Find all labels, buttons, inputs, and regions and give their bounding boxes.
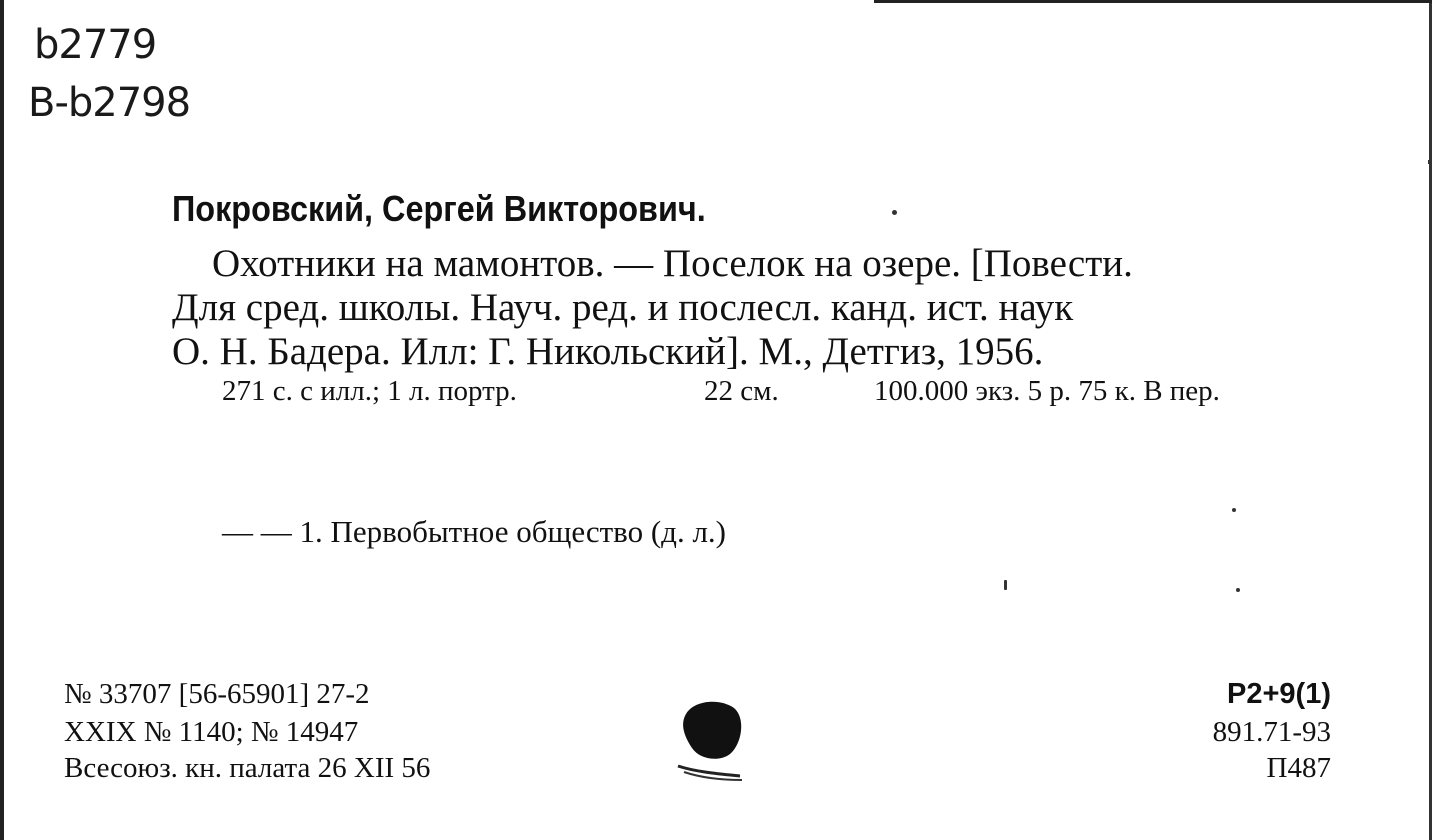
- title-line-1: Охотники на мамонтов. — Поселок на озере. [Повести.: [212, 242, 1133, 285]
- author-mark: П487: [1266, 752, 1331, 784]
- handwritten-number-2: B-b2798: [28, 80, 191, 126]
- print-run-price: 100.000 экз. 5 р. 75 к. В пер.: [874, 375, 1220, 407]
- ink-speck: [1428, 160, 1432, 164]
- pages-info: 271 с. с илл.; 1 л. портр.: [222, 375, 517, 407]
- title-line-3: О. Н. Бадера. Илл: Г. Никольский]. М., Детгиз, 1956.: [172, 330, 1044, 373]
- subject-heading: [222, 514, 726, 550]
- classification-index: Р2+9(1): [1227, 678, 1331, 710]
- size-info: 22 см.: [704, 375, 779, 407]
- title-line-2: Для сред. школы. Науч. ред. и послесл. канд. ист. наук: [172, 286, 1074, 329]
- ink-speck: [1232, 508, 1236, 512]
- ink-speck: [1004, 580, 1007, 590]
- udc-code: 891.71-93: [1212, 716, 1331, 748]
- top-edge-line: [874, 0, 1432, 3]
- subject-text: 1. Первобытное общество (д. л.): [299, 514, 726, 549]
- registration-line-3: Всесоюз. кн. палата 26 XII 56: [64, 752, 431, 784]
- subject-dashes: — —: [222, 514, 292, 549]
- handwritten-number-1: b2779: [34, 22, 157, 68]
- ink-speck: [1236, 588, 1240, 592]
- author-name: Покровский, Сергей Викторович.: [172, 188, 706, 229]
- registration-line-1: № 33707 [56-65901] 27-2: [64, 678, 370, 710]
- registration-line-2: XXIX № 1140; № 14947: [64, 716, 359, 748]
- ink-speck: [892, 210, 897, 215]
- ink-blot-mark: [676, 692, 756, 787]
